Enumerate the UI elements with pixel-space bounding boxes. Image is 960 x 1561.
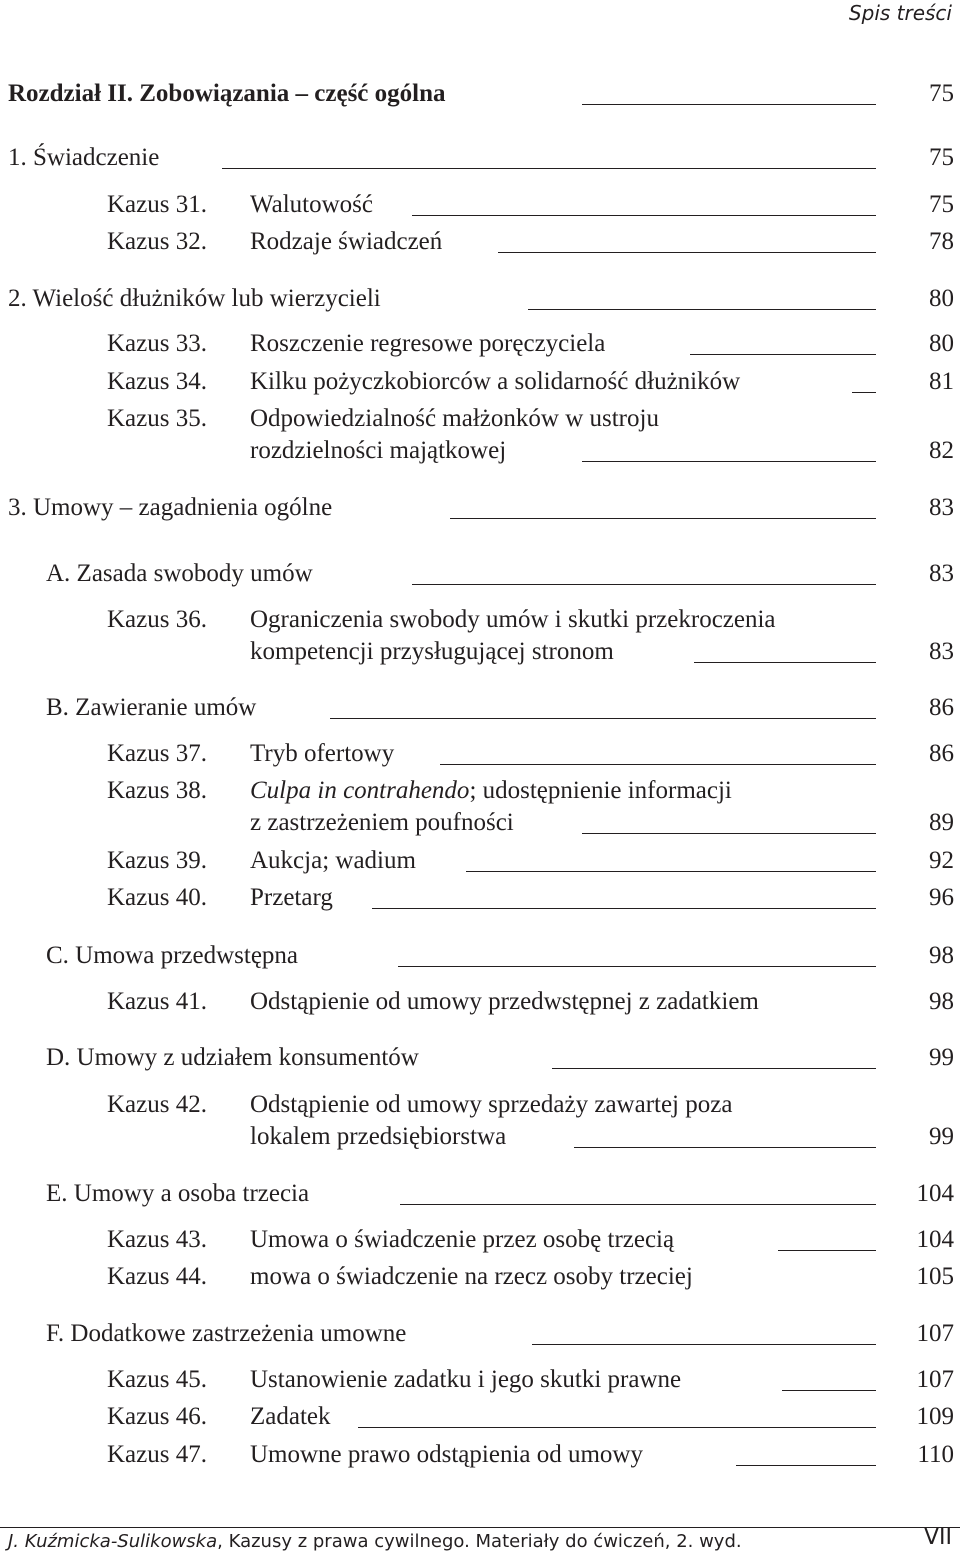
toc-page: 75 bbox=[929, 191, 954, 218]
kazus-title: Odpowiedzialność małżonków w ustroju bbox=[250, 405, 659, 432]
toc-page: 81 bbox=[929, 368, 954, 395]
kazus-number: Kazus 43. bbox=[107, 1226, 207, 1253]
kazus-number: Kazus 41. bbox=[107, 988, 207, 1015]
kazus-title-continued: z zastrzeżeniem poufności bbox=[250, 809, 514, 836]
toc-subsection-label: B. Zawieranie umów bbox=[46, 694, 257, 721]
toc-page: 86 bbox=[929, 740, 954, 767]
leader-rule bbox=[412, 584, 876, 585]
running-header: Spis treści bbox=[848, 1, 952, 25]
kazus-title: Odstąpienie od umowy przedwstępnej z zadatkiem bbox=[250, 988, 759, 1015]
footer-citation bbox=[8, 1531, 742, 1552]
kazus-number: Kazus 35. bbox=[107, 405, 207, 432]
toc-page: 82 bbox=[929, 437, 954, 464]
leader-rule bbox=[372, 908, 876, 909]
kazus-title: Ustanowienie zadatku i jego skutki prawne bbox=[250, 1366, 682, 1393]
leader-rule bbox=[400, 1204, 876, 1205]
kazus-number: Kazus 36. bbox=[107, 606, 207, 633]
leader-rule bbox=[498, 252, 876, 253]
toc-page: 83 bbox=[929, 494, 954, 521]
kazus-number: Kazus 44. bbox=[107, 1263, 207, 1290]
kazus-number: Kazus 33. bbox=[107, 330, 207, 357]
leader-rule bbox=[440, 764, 876, 765]
leader-rule bbox=[782, 1390, 876, 1391]
kazus-title-continued: rozdzielności majątkowej bbox=[250, 437, 507, 464]
leader-rule bbox=[552, 1068, 876, 1069]
kazus-title: Umowa o świadczenie przez osobę trzecią bbox=[250, 1226, 675, 1253]
toc-page: 110 bbox=[917, 1441, 954, 1468]
toc-chapter-label: Rozdział II. Zobowiązania – część ogólna bbox=[8, 80, 446, 107]
toc-page: 78 bbox=[929, 228, 954, 255]
kazus-title bbox=[250, 775, 732, 807]
kazus-title: Roszczenie regresowe poręczyciela bbox=[250, 330, 606, 357]
kazus-title-continued: lokalem przedsiębiorstwa bbox=[250, 1123, 507, 1150]
kazus-title: Aukcja; wadium bbox=[250, 847, 416, 874]
toc-kazus-42[interactable] bbox=[0, 1089, 960, 1153]
leader-rule bbox=[528, 309, 876, 310]
toc-page: 92 bbox=[929, 847, 954, 874]
kazus-title: mowa o świadczenie na rzecz osoby trzeciej bbox=[250, 1263, 693, 1290]
kazus-number: Kazus 34. bbox=[107, 368, 207, 395]
kazus-title-latin: Culpa in contrahendo bbox=[250, 777, 470, 804]
kazus-number: Kazus 37. bbox=[107, 740, 207, 767]
leader-rule bbox=[330, 718, 876, 719]
kazus-title: Ograniczenia swobody umów i skutki przekroczenia bbox=[250, 606, 776, 633]
toc-page: 86 bbox=[929, 694, 954, 721]
leader-rule bbox=[690, 354, 876, 355]
leader-rule bbox=[532, 1344, 876, 1345]
toc-page: 80 bbox=[929, 330, 954, 357]
toc-page: 104 bbox=[916, 1180, 954, 1207]
kazus-title-rest: ; udostępnienie informacji bbox=[469, 777, 732, 804]
toc-subsection-label: D. Umowy z udziałem konsumentów bbox=[46, 1044, 419, 1071]
leader-rule bbox=[736, 1465, 876, 1466]
toc-page: 89 bbox=[929, 809, 954, 836]
toc-page: 80 bbox=[929, 285, 954, 312]
footer-page-number: VII bbox=[923, 1525, 952, 1550]
leader-rule bbox=[694, 662, 876, 663]
kazus-title: Rodzaje świadczeń bbox=[250, 228, 443, 255]
leader-rule bbox=[574, 1147, 876, 1148]
toc-section-label: 2. Wielość dłużników lub wierzycieli bbox=[8, 285, 381, 312]
kazus-number: Kazus 39. bbox=[107, 847, 207, 874]
toc-page: 83 bbox=[929, 560, 954, 587]
toc-page: 99 bbox=[929, 1123, 954, 1150]
leader-rule bbox=[450, 518, 876, 519]
leader-rule bbox=[778, 1250, 876, 1251]
kazus-title: Tryb ofertowy bbox=[250, 740, 395, 767]
toc-subsection-label: E. Umowy a osoba trzecia bbox=[46, 1180, 310, 1207]
kazus-number: Kazus 45. bbox=[107, 1366, 207, 1393]
kazus-title: Odstąpienie od umowy sprzedaży zawartej poza bbox=[250, 1091, 733, 1118]
toc-page: 96 bbox=[929, 884, 954, 911]
toc-page: 75 bbox=[929, 80, 954, 107]
kazus-title: Umowne prawo odstąpienia od umowy bbox=[250, 1441, 643, 1468]
kazus-number: Kazus 42. bbox=[107, 1091, 207, 1118]
toc-page: 107 bbox=[916, 1366, 954, 1393]
leader-rule bbox=[412, 215, 876, 216]
kazus-title: Zadatek bbox=[250, 1403, 331, 1430]
toc-section-label: 3. Umowy – zagadnienia ogólne bbox=[8, 494, 333, 521]
toc-page: 99 bbox=[929, 1044, 954, 1071]
toc-page: 104 bbox=[916, 1226, 954, 1253]
toc-page: 105 bbox=[916, 1263, 954, 1290]
toc-page: 98 bbox=[929, 988, 954, 1015]
toc-page: 75 bbox=[929, 144, 954, 171]
kazus-number: Kazus 31. bbox=[107, 191, 207, 218]
leader-rule bbox=[852, 392, 876, 393]
footer-divider bbox=[0, 1527, 960, 1528]
kazus-number: Kazus 47. bbox=[107, 1441, 207, 1468]
kazus-number: Kazus 46. bbox=[107, 1403, 207, 1430]
toc-subsection-label: F. Dodatkowe zastrzeżenia umowne bbox=[46, 1320, 407, 1347]
toc-page: 83 bbox=[929, 638, 954, 665]
toc-page: 109 bbox=[916, 1403, 954, 1430]
leader-rule bbox=[466, 871, 876, 872]
kazus-number: Kazus 38. bbox=[107, 777, 207, 804]
leader-rule bbox=[582, 833, 876, 834]
toc-page: 107 bbox=[916, 1320, 954, 1347]
toc-page: 98 bbox=[929, 942, 954, 969]
kazus-title: Kilku pożyczkobiorców a solidarność dłużników bbox=[250, 368, 741, 395]
kazus-number: Kazus 32. bbox=[107, 228, 207, 255]
footer-book-title: , Kazusy z prawa cywilnego. Materiały do ćwiczeń, 2. wyd. bbox=[217, 1531, 742, 1552]
footer-author: J. Kuźmicka-Sulikowska bbox=[8, 1531, 218, 1552]
toc-section-label: 1. Świadczenie bbox=[8, 144, 160, 171]
leader-rule bbox=[582, 461, 876, 462]
leader-rule bbox=[222, 168, 876, 169]
toc-subsection-label: A. Zasada swobody umów bbox=[46, 560, 313, 587]
toc-subsection-label: C. Umowa przedwstępna bbox=[46, 942, 299, 969]
leader-rule bbox=[358, 1427, 876, 1428]
toc-kazus-38[interactable] bbox=[0, 775, 960, 839]
kazus-title-continued: kompetencji przysługującej stronom bbox=[250, 638, 614, 665]
kazus-number: Kazus 40. bbox=[107, 884, 207, 911]
leader-rule bbox=[398, 966, 876, 967]
kazus-title: Przetarg bbox=[250, 884, 333, 911]
toc-kazus-36[interactable] bbox=[0, 604, 960, 668]
leader-rule bbox=[582, 104, 876, 105]
toc-kazus-35[interactable] bbox=[0, 403, 960, 467]
kazus-title: Walutowość bbox=[250, 191, 373, 218]
